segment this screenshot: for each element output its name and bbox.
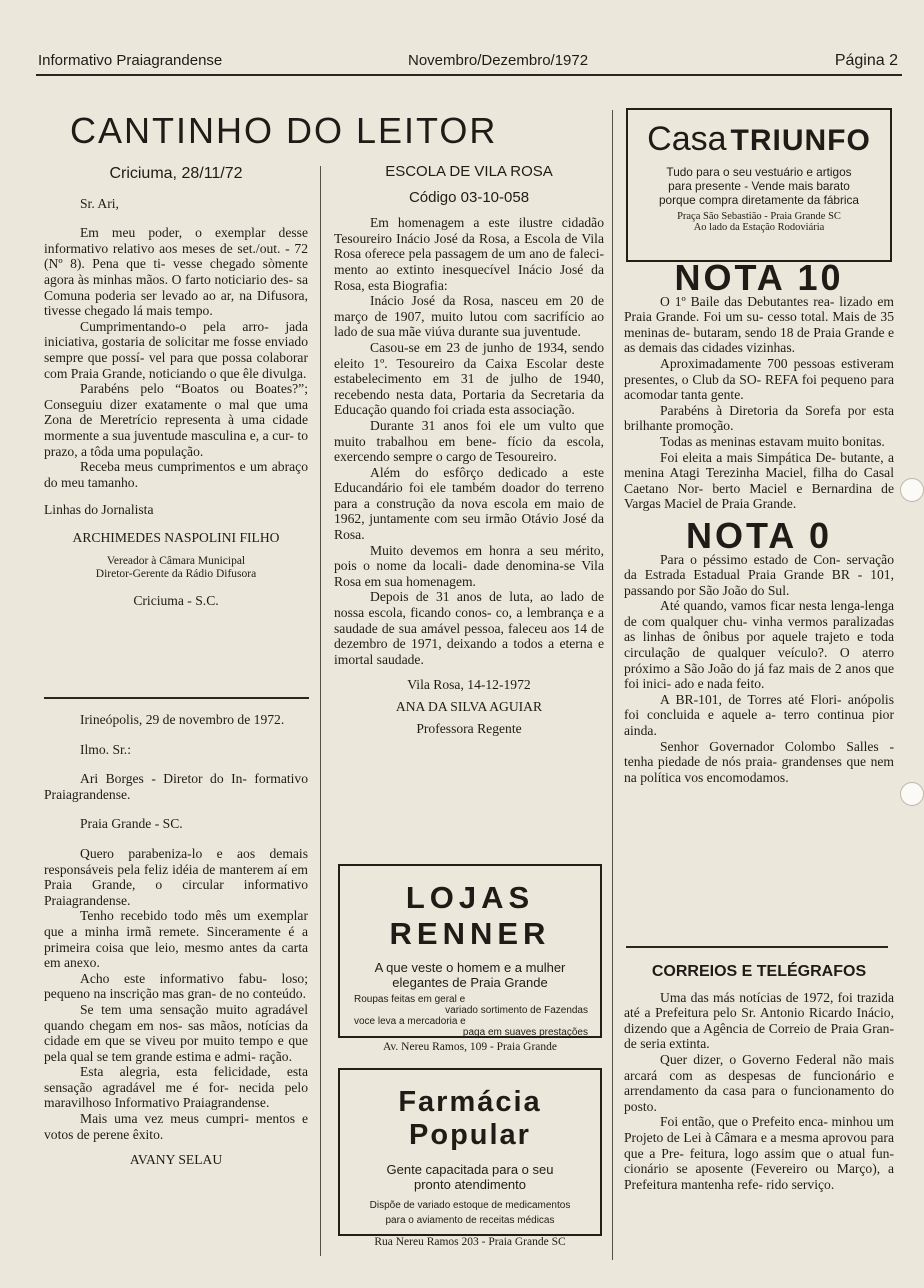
ad-triunfo-address: Ao lado da Estação Rodoviária xyxy=(693,222,825,233)
letter1-role: Diretor-Gerente da Rádio Difusora xyxy=(95,568,257,581)
ad-renner-text: paga em suaves prestações xyxy=(462,1027,588,1038)
escola-paragraph: Muito devemos em honra a seu mérito, pois o nome da locali- dade denomina-se Vila Rosa em sua homenagem. xyxy=(334,542,604,589)
column-separator xyxy=(320,166,321,1256)
letter1-paragraph: Cumprimentando-o pela arro- jada iniciativa, gostaria de solicitar me fosse enviado sempre que possí- vel para que possa colaborar com Praia Grande, noticiando o que êle divulga. xyxy=(44,318,308,381)
nota0-paragraph: Para o péssimo estado de Con- servação da Estrada Estadual Praia Grande BR - 101, passando por São João do Sul. xyxy=(624,551,894,598)
escola-paragraph: Além do esfôrço dedicado a este Educandário foi ele também doador do terreno para a construção da nova escola em maio de 1962, juntamente com seu irmão Otávio José da Rosa. xyxy=(334,464,604,543)
ad-lojas-renner xyxy=(338,864,602,1053)
letter2-paragraph: Esta alegria, esta felicidade, esta sensação agradável me é for- necida pelo maravilhoso Informativo Praiagrandense. xyxy=(44,1064,308,1111)
header-date: Novembro/Dezembro/1972 xyxy=(408,52,589,69)
ad-renner-slogan: elegantes de Praia Grande xyxy=(392,975,548,990)
nota0-paragraph: Senhor Governador Colombo Salles - tenha piedade de nós praia- grandenses que nem na política vos encomodamos. xyxy=(624,738,894,785)
letter1-paragraph: Parabéns pelo “Boatos ou Boates?”; Conseguiu dizer exatamente o mal que uma Zona de Meretrício representa à uma cidade mormente a sua juventude masculina e, a cur- to prazo, a tôda uma população. xyxy=(44,381,308,459)
letter1-paragraph: Receba meus cumprimentos e um abraço do meu tamanho. xyxy=(44,459,308,490)
escola-dateline: Vila Rosa, 14-12-1972 xyxy=(407,677,531,693)
ad-renner-address: Av. Nereu Ramos, 109 - Praia Grande xyxy=(382,1041,558,1053)
ad-renner-text: voce leva a mercadoria e xyxy=(354,1016,466,1027)
ad-farmacia-popular xyxy=(338,1068,602,1248)
ad-farmacia-title: Farmácia Popular xyxy=(398,1086,542,1151)
nota10-paragraph: Todas as meninas estavam muito bonitas. xyxy=(660,433,885,449)
escola-title: ESCOLA DE VILA ROSA xyxy=(385,163,553,180)
column-escola xyxy=(334,164,604,736)
letter1-role: Vereador à Câmara Municipal xyxy=(106,555,246,568)
column-divider-rule xyxy=(44,697,309,699)
nota10-paragraph: O 1º Baile das Debutantes rea- lizado em Praia Grande. Foi um su- cesso total. Mais de 35 meninas de- butaram, sendo 18 de Praia Grande e as demais das cidades vizinhas. xyxy=(624,293,894,356)
escola-signature: ANA DA SILVA AGUIAR xyxy=(395,699,543,714)
escola-paragraph: Casou-se em 23 de junho de 1934, sendo eleito 1º. Tesoureiro da Caixa Escolar deste estabelecimento em 31 de julho de 1940, recebendo nesta data, Portaria da Secretaria da Educação quando foi criada esta associação. xyxy=(334,339,604,418)
correios-paragraph: Uma das más notícias de 1972, foi trazida até a Prefeitura pelo Sr. Antonio Ricardo Inácio, dizendo que a Agência de Correio de Praia Gran- de seria extinta. xyxy=(624,989,894,1052)
column-letter2 xyxy=(44,712,308,1168)
ad-farmacia-address: Rua Nereu Ramos 203 - Praia Grande SC xyxy=(374,1236,566,1248)
punch-hole xyxy=(900,478,924,502)
ad-casa-triunfo xyxy=(626,108,892,262)
ad-triunfo-text: porque compra diretamente da fábrica xyxy=(658,193,859,207)
letter2-signature: AVANY SELAU xyxy=(129,1152,223,1168)
correios-paragraph: Quer dizer, o Governo Federal não mais arcará com as despesas de funcionário e arrendamento da casa para o funcionamento do posto. xyxy=(624,1051,894,1114)
ad-renner-text: variado sortimento de Fazendas xyxy=(445,1005,588,1016)
nota0-paragraph: Até quando, vamos ficar nesta lenga-lenga de com qualquer chu- vinha vermos paralizadas as linhas de ônibus por aquele trajeto e toda circulação de qualquer veículo?. O aterro próximo a São João do já faz mais de 2 anos que foi inici- ado e nada feito. xyxy=(624,598,894,692)
letter2-paragraph: Tenho recebido todo mês um exemplar que a minha irmã remete. Sinceramente é a primeira coisa que leio, mesmo antes da carta em anexo. xyxy=(44,908,308,971)
correios-title: CORREIOS E TELÉGRAFOS xyxy=(651,963,867,980)
letter1-closing: Linhas do Jornalista xyxy=(44,502,154,518)
ad-triunfo-address: Praça São Sebastião - Praia Grande SC xyxy=(677,211,841,222)
letter1-signature: ARCHIMEDES NASPOLINI FILHO xyxy=(72,529,280,545)
escola-code: Código 03-10-058 xyxy=(408,188,530,206)
escola-role: Professora Regente xyxy=(416,720,522,736)
letter1-place: Criciuma - S.C. xyxy=(133,593,219,609)
ad-renner-title: LOJAS RENNER xyxy=(389,880,551,951)
letter1-paragraph: Em meu poder, o exemplar desse informativo relativo aos meses de set./out. - 72 (Nº 8). Pena que ti- vesse chegado sòmente agora às minhas mãos. O farto noticiario des- sa Comuna poderia ser levado ao ar, na Difusora, tivesse chegado lá mais tempo. xyxy=(44,225,308,319)
header-publication: Informativo Praiagrandense xyxy=(38,52,223,69)
ad-farmacia-text: Dispõe de variado estoque de medicamentos xyxy=(369,1200,571,1211)
ad-renner-slogan: A que veste o homem e a mulher xyxy=(374,960,566,975)
letter1-salutation: Sr. Ari, xyxy=(80,195,119,211)
header-page-number: Página 2 xyxy=(834,52,898,69)
escola-paragraph: Depois de 31 anos de luta, ao lado de nossa escola, ficando conos- co, a lembrança e a saudade de sua amável pessoa, faleceu aos 14 de dezembro de 1971, deixando a todos a eterna e imortal saudade. xyxy=(334,589,604,667)
column-notas xyxy=(624,257,894,785)
main-title: CANTINHO DO LEITOR xyxy=(70,110,498,151)
ad-triunfo-text: para presente - Vende mais barato xyxy=(668,179,850,193)
letter2-paragraph: Acho este informativo fabu- loso; pequeno na inscrição mas gran- de no conteúdo. xyxy=(44,970,308,1002)
letter2-addressee: Ari Borges - Diretor do In- formativo Praiagrandense. xyxy=(44,771,308,802)
header-rule xyxy=(36,74,902,76)
ad-triunfo-title-a: Casa xyxy=(647,120,727,158)
letter2-paragraph: Se tem uma sensação muito agradável quando chegam em nos- sas mãos, notícias da cidade em que se viveu por muito tempo e que pela qual se tem grande estima e admi- ração. xyxy=(44,1001,308,1064)
ad-triunfo-text: Tudo para o seu vestuário e artigos xyxy=(666,165,852,179)
nota0-paragraph: A BR-101, de Torres até Flori- anópolis foi concluida e aquele a- terro continua pior ainda. xyxy=(624,691,894,739)
letter2-place: Praia Grande - SC. xyxy=(80,816,183,832)
letter2-greeting: Ilmo. Sr.: xyxy=(80,741,131,757)
column-divider-rule xyxy=(626,946,888,948)
escola-paragraph: Durante 31 anos foi ele um vulto que muito trabalhou em bene- fício da escola, exercendo sempre o cargo de Tesoureiro. xyxy=(334,417,604,465)
column-separator xyxy=(612,110,613,1260)
column-correios xyxy=(624,964,894,1192)
ad-triunfo-title-b: TRIUNFO xyxy=(730,124,871,157)
nota0-title: NOTA 0 xyxy=(685,514,832,556)
correios-paragraph: Foi então, que o Prefeito enca- minhou um Projeto de Lei à Câmara e a mesma aprovou para que a Pre- feitura, logo assim que o atual fun- cionário se aposente (Fevereiro ou Março), a Prefeitura mantenha refe- rido serviço. xyxy=(624,1114,894,1192)
nota10-paragraph: Foi eleita a mais Simpática De- butante, a menina Atagi Terezinha Maciel, filha do Casal Caetano Nor- berto Maciel e Bernardina de Vargas Maciel de Praia Grande. xyxy=(624,449,894,512)
ad-farmacia-text: para o aviamento de receitas médicas xyxy=(385,1215,555,1226)
nota10-paragraph: Aproximadamente 700 pessoas estiveram presentes, o Club da SO- REFA foi pequeno para acomodar tanta gente. xyxy=(624,355,894,403)
letter1-dateline: Criciuma, 28/11/72 xyxy=(109,165,243,182)
nota10-title: NOTA 10 xyxy=(674,257,844,298)
letter2-paragraph: Mais uma vez meus cumpri- mentos e votos de perene êxito. xyxy=(44,1111,308,1142)
ad-triunfo-title-row xyxy=(628,120,890,159)
ad-renner-text: Roupas feitas em geral e xyxy=(354,994,466,1005)
letter2-paragraph: Quero parabeniza-lo e aos demais responsáveis pela feliz idéia de manterem aí em Praia Grande, o circular informativo Praiagrandense. xyxy=(44,845,308,908)
ad-farmacia-slogan: Gente capacitada para o seu xyxy=(386,1162,554,1177)
nota10-paragraph: Parabéns à Diretoria da Sorefa por esta brilhante promoção. xyxy=(624,402,894,434)
ad-farmacia-slogan: pronto atendimento xyxy=(413,1177,527,1192)
escola-paragraph: Inácio José da Rosa, nasceu em 20 de março de 1907, muito lutou com sacrifício ao lado de sua mãe viúva durante sua juventude. xyxy=(334,293,604,340)
escola-paragraph: Em homenagem a este ilustre cidadão Tesoureiro Inácio José da Rosa, a Escola de Vila Rosa oferece pela passagem de um ano de faleci- mento ao extinto inesquecível Inácio José da Rosa, esta Biografia: xyxy=(334,215,604,293)
punch-hole xyxy=(900,782,924,806)
column-letter1 xyxy=(44,166,308,609)
letter2-dateline: Irineópolis, 29 de novembro de 1972. xyxy=(80,712,285,727)
